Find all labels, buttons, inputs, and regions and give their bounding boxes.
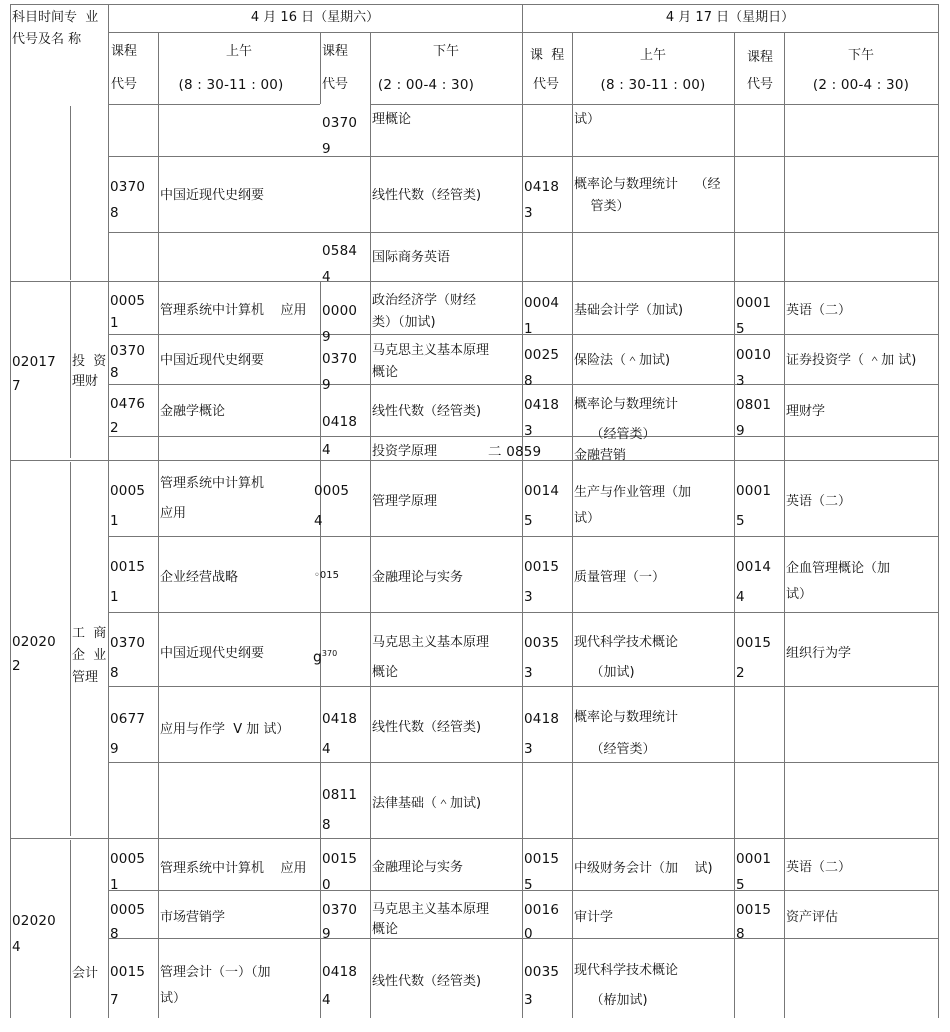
d1-am-time: (8 : 30-11 : 00) <box>178 77 284 93</box>
r2-d2-am-code: 0418 3 <box>524 179 560 221</box>
g2-r1-d2-am-code: 0014 5 <box>524 483 560 529</box>
g1-r2-d1-am-code: 0370 8 <box>110 343 146 381</box>
g3-r2-d2-am-name: 审计学 <box>574 910 614 925</box>
g1-r2-d1-pm-code: 0370 9 <box>322 351 358 393</box>
g2-r2-d1-pm-code: ◦015 <box>314 570 339 581</box>
g3-r2-d1-am-code: 0005 8 <box>110 902 146 942</box>
g2-r4-d2-am-code: 0418 3 <box>524 711 560 757</box>
g2-r5-d1-pm-code: 0811 8 <box>322 787 358 833</box>
g2-r1-d2-pm-code: 0001 5 <box>736 483 772 529</box>
d2-am-code-header-top: 课 程 <box>530 48 565 63</box>
r3-d1-pm-name: 国际商务英语 <box>372 250 451 265</box>
g1-r1-d2-am-name: 基础会计学（加试) <box>574 303 684 318</box>
g1-r4-stray-code: 二 0859 <box>488 444 542 460</box>
g3-r1-d2-am-code: 0015 5 <box>524 851 560 893</box>
d2-pm-code-header-top: 课程 <box>747 50 774 65</box>
g1-r2-d2-pm-code: 0010 3 <box>736 347 772 389</box>
g1-r3-d2-pm-name: 理财学 <box>786 404 826 419</box>
r3-d1-pm-code: 0584 4 <box>322 243 358 285</box>
g3-r1-d1-pm-name: 金融理论与实务 <box>372 860 464 875</box>
g1-r1-d2-am-code: 0004 1 <box>524 295 560 337</box>
corner-header-line2: 代号及名 称 <box>12 32 82 47</box>
g2-r1-d1-pm-name: 管理学原理 <box>372 494 438 509</box>
g2-r2-d1-pm-name: 金融理论与实务 <box>372 570 464 585</box>
g3-r3-d1-pm-name: 线性代数（经管类) <box>372 974 482 989</box>
d2-am-code-header-bottom: 代号 <box>533 77 560 92</box>
g1-r2-d1-am-name: 中国近现代史纲要 <box>160 353 265 368</box>
g1-r2-d2-pm-name: 证券投资学（ ＾加 试) <box>786 353 917 368</box>
g2-r2-d2-pm-code: 0014 4 <box>736 559 772 605</box>
group1-major-name-line1: 投 资 <box>72 354 107 369</box>
g2-r3-d2-am-code: 0035 3 <box>524 635 560 681</box>
group1-major-name-line2: 理财 <box>72 374 99 389</box>
g1-r3-d1-pm-name: 线性代数（经管类) <box>372 404 482 419</box>
g2-r4-d1-am-code: 0677 9 <box>110 711 146 757</box>
g3-r2-d1-am-name: 市场营销学 <box>160 910 226 925</box>
g3-r1-d2-am-name: 中级财务会计（加 试) <box>574 861 713 876</box>
top-d2-am-name: 试） <box>574 112 601 127</box>
g3-r3-d1-am-name: 管理会计（一）（加 试） <box>160 965 271 1006</box>
g1-r4-d1-pm-name: 投资学原理 <box>372 444 438 459</box>
g1-r1-d1-am-name: 管理系统中计算机 应用 <box>160 303 307 318</box>
g1-r3-d1-am-code: 0476 2 <box>110 396 146 436</box>
g2-r1-d1-am-name: 管理系统中计算机 应用 <box>160 476 265 521</box>
d1-pm-code-header-top: 课程 <box>322 44 349 59</box>
g2-r4-d2-am-name: 概率论与数理统计 （经管类） <box>574 710 679 757</box>
group2-major-name-line3: 管理 <box>72 670 99 685</box>
day1-header: 4 月 16 日（星期六） <box>250 10 380 25</box>
d1-am-code-header-top: 课程 <box>111 44 138 59</box>
d2-am-time: (8 : 30-11 : 00) <box>600 77 706 93</box>
g3-r2-d1-pm-name: 马克思主义基本原理 概论 <box>372 902 490 937</box>
d1-pm-code-header-bottom: 代号 <box>322 77 349 92</box>
g1-r4-d2-am-name: 金融营销 <box>574 448 627 463</box>
group1-major-code: 02017 7 <box>12 354 56 394</box>
g3-r3-d2-am-code: 0035 3 <box>524 964 560 1008</box>
g2-r5-d1-pm-name: 法律基础（＾加试) <box>372 796 482 811</box>
g3-r2-d2-pm-name: 资产评估 <box>786 910 839 925</box>
r2-d1-am-name: 中国近现代史纲要 <box>160 188 265 203</box>
g2-r1-d1-pm-code: 0005 4 <box>314 483 350 529</box>
g3-r1-d1-am-code: 0005 1 <box>110 851 146 893</box>
g1-r1-d1-pm-name: 政治经济学（财经 类）（加试) <box>372 293 477 330</box>
g2-r2-d2-pm-name: 企血管理概论（加 试） <box>786 561 891 602</box>
g2-r3-d2-am-name: 现代科学技术概论 （加试) <box>574 635 679 680</box>
g1-r2-d1-pm-name: 马克思主义基本原理 概论 <box>372 343 490 380</box>
d2-am-label: 上午 <box>639 48 666 63</box>
r2-d1-pm-name: 线性代数（经管类) <box>372 188 482 203</box>
g1-r1-d2-pm-name: 英语（二） <box>786 303 852 318</box>
group2-major-name-line2: 企 业 <box>72 648 107 663</box>
g3-r1-d2-pm-code: 0001 5 <box>736 851 772 893</box>
day2-header: 4 月 17 日（星期日） <box>665 10 795 25</box>
g2-r2-d2-am-code: 0015 3 <box>524 559 560 605</box>
g2-r3-d1-pm-name: 马克思主义基本原理 概论 <box>372 635 490 680</box>
g2-r2-d1-am-code: 0015 1 <box>110 559 146 605</box>
g2-r1-d2-am-name: 生产与作业管理（加 试） <box>574 485 692 526</box>
g3-r1-d1-pm-code: 0015 0 <box>322 851 358 893</box>
group2-major-name-line1: 工 商 <box>72 626 107 641</box>
g2-r3-d1-am-name: 中国近现代史纲要 <box>160 646 265 661</box>
group3-major-name: 会计 <box>72 966 99 981</box>
g2-r1-d1-am-code: 0005 1 <box>110 483 146 529</box>
d1-pm-label: 下午 <box>432 44 459 59</box>
r2-d1-am-code: 0370 8 <box>110 179 146 221</box>
g1-r2-d2-am-code: 0025 8 <box>524 347 560 389</box>
d2-pm-label: 下午 <box>847 48 874 63</box>
g1-r3-d2-am-name: 概率论与数理统计 （经管类） <box>574 397 679 442</box>
g3-r2-d2-am-code: 0016 0 <box>524 902 560 942</box>
d1-pm-time: (2 : 00-4 : 30) <box>377 77 475 93</box>
g1-r3-d2-pm-code: 0801 9 <box>736 397 772 439</box>
top-d1-pm-name: 理概论 <box>372 112 412 127</box>
g2-r4-d1-pm-name: 线性代数（经管类) <box>372 720 482 735</box>
g2-r1-d2-pm-name: 英语（二） <box>786 494 852 509</box>
g2-r2-d1-am-name: 企业经营战略 <box>160 570 239 585</box>
g1-r1-d2-pm-code: 0001 5 <box>736 295 772 337</box>
g3-r1-d2-pm-name: 英语（二） <box>786 860 852 875</box>
g2-r2-d2-am-name: 质量管理（一） <box>574 570 666 585</box>
g1-r3-d1-pm-code: 0418 4 <box>322 414 358 458</box>
d1-am-code-header-bottom: 代号 <box>111 77 138 92</box>
g3-r1-d1-am-name: 管理系统中计算机 应用 <box>160 861 307 876</box>
r2-d2-am-name: 概率论与数理统计 （经 管类） <box>574 177 721 214</box>
g2-r4-d1-am-name: 应用与作学 V 加 试） <box>160 722 290 737</box>
g2-r4-d1-pm-code: 0418 4 <box>322 711 358 757</box>
g2-r3-d2-pm-name: 组织行为学 <box>786 646 852 661</box>
group3-major-code: 02020 4 <box>12 913 56 955</box>
d1-am-label: 上午 <box>225 44 252 59</box>
d2-pm-code-header-bottom: 代号 <box>747 77 774 92</box>
g2-r3-d2-pm-code: 0015 2 <box>736 635 772 681</box>
g3-r2-d2-pm-code: 0015 8 <box>736 902 772 942</box>
g2-r3-d1-pm-code: $g^{370}$ <box>313 649 338 666</box>
g1-r1-d1-pm-code: 0000 9 <box>322 303 358 345</box>
group2-major-code: 02020 2 <box>12 634 56 674</box>
g3-r3-d2-am-name: 现代科学技术概论 （栫加试) <box>574 963 679 1008</box>
g1-r1-d1-am-code: 0005 1 <box>110 293 146 331</box>
g3-r3-d1-pm-code: 0418 4 <box>322 964 358 1008</box>
d2-pm-time: (2 : 00-4 : 30) <box>812 77 910 93</box>
g3-r2-d1-pm-code: 0370 9 <box>322 902 358 942</box>
g3-r3-d1-am-code: 0015 7 <box>110 964 146 1008</box>
g1-r2-d2-am-name: 保险法（＾加试) <box>574 353 671 368</box>
corner-header-line1: 科目时间专 业 <box>12 10 99 25</box>
g2-r3-d1-am-code: 0370 8 <box>110 635 146 681</box>
g1-r3-d2-am-code: 0418 3 <box>524 397 560 439</box>
g1-r3-d1-am-name: 金融学概论 <box>160 404 226 419</box>
top-d1-pm-code: 0370 9 <box>322 115 358 157</box>
